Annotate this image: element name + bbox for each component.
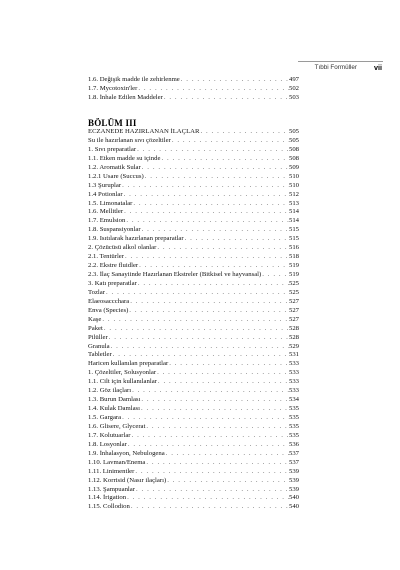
toc-entry <box>88 468 299 477</box>
dot-leader <box>103 325 289 334</box>
dot-leader <box>134 468 289 477</box>
dot-leader <box>261 271 289 280</box>
toc-entry-page: 527 <box>288 306 299 314</box>
toc-entry-page: 533 <box>288 378 299 386</box>
toc-entry-label: 1.4 Potionlar <box>88 190 123 198</box>
toc-entry-page: 515 <box>288 235 299 243</box>
toc-entry-page: 539 <box>288 467 299 475</box>
toc-entry-label: 1.6. Değişik madde ile zehirlenme <box>88 76 180 83</box>
dot-leader <box>121 414 289 423</box>
toc-entry-label: 1.6. Mellitler <box>88 208 124 216</box>
toc-entry-page: 535 <box>288 405 299 413</box>
toc-entry-label: 2. Çözücüsü alkol olanlar <box>88 244 157 252</box>
toc-entry <box>88 360 299 369</box>
dot-leader <box>131 387 289 396</box>
dot-leader <box>160 155 289 164</box>
dot-leader <box>137 280 289 289</box>
toc-entry-page: 528 <box>288 324 299 332</box>
dot-leader <box>105 289 289 298</box>
toc-entry-page: 508 <box>288 154 299 162</box>
dot-leader <box>131 432 289 441</box>
toc-entry-page: 519 <box>288 262 299 270</box>
toc-entry-page: 518 <box>288 253 299 261</box>
toc-entry <box>88 334 299 343</box>
toc-entry <box>88 146 299 155</box>
dot-leader <box>184 235 289 244</box>
dot-leader <box>101 316 289 325</box>
dot-leader <box>110 343 289 352</box>
toc-entry <box>88 208 299 217</box>
dot-leader <box>144 173 289 182</box>
toc-entry-page: 513 <box>288 199 299 207</box>
dot-leader <box>156 244 289 253</box>
toc-entry-page: 539 <box>288 476 299 484</box>
dot-leader <box>140 396 289 405</box>
toc-entry <box>88 441 299 450</box>
dot-leader <box>132 200 289 209</box>
toc-entry <box>88 244 299 253</box>
toc-entry-page: 514 <box>288 217 299 225</box>
toc-entry-page: 537 <box>288 449 299 457</box>
toc-entry-label: Tabletler <box>88 351 112 359</box>
dot-leader <box>124 253 289 262</box>
toc-section-entries <box>88 128 299 512</box>
toc-entry <box>88 459 299 468</box>
toc-entry-page: 536 <box>288 440 299 448</box>
toc-entry-label: 3. Katı preparatlar <box>88 279 137 287</box>
toc-entry-page: 515 <box>288 226 299 234</box>
toc-entry-label: Paket <box>88 324 103 332</box>
toc-entry-label: 1.5. Gargara <box>88 414 122 421</box>
toc-entry <box>88 217 299 226</box>
dot-leader <box>168 360 289 369</box>
toc-entry <box>88 128 299 137</box>
dot-leader <box>141 164 289 173</box>
toc-entry-label: 1.4. Kulak Damlası <box>88 405 141 413</box>
toc-entry-page: 510 <box>288 172 299 180</box>
dot-leader <box>125 217 289 226</box>
toc-entry <box>88 76 299 85</box>
toc-entry <box>88 369 299 378</box>
toc-entry-page: 533 <box>288 387 299 395</box>
toc-entry <box>88 164 299 173</box>
toc-entry-page: 527 <box>288 315 299 323</box>
toc-entry-label: 1.2. Göz ilaçları <box>88 387 132 395</box>
toc-entry-label: Tozlar <box>88 288 105 296</box>
toc-entry <box>88 235 299 244</box>
toc-entry-label: 1.8. Suspansiyonlar <box>88 226 141 234</box>
toc-entry <box>88 503 299 512</box>
dot-leader <box>135 486 289 495</box>
toc-entry-label: 1.7. Emulsion <box>88 217 126 225</box>
dot-leader <box>157 378 289 387</box>
dot-leader <box>138 262 289 271</box>
toc-entry-label: 1.5. Limonatalar <box>88 199 133 207</box>
toc-entry <box>88 432 299 441</box>
toc-entry <box>88 289 299 298</box>
toc-entry <box>88 494 299 503</box>
toc-entry-label: 1.15. Collodion <box>88 503 130 511</box>
toc-entry-page: 540 <box>288 503 299 511</box>
dot-leader <box>121 182 289 191</box>
toc-entry-label: Enva (Species) <box>88 306 129 314</box>
toc-entry-page: 497 <box>288 76 299 83</box>
dot-leader <box>145 423 289 432</box>
toc-entry-label: 1. Çözeltiler, Solusyonlar <box>88 369 157 377</box>
dot-leader <box>123 208 289 217</box>
dot-leader <box>163 94 289 103</box>
toc-entry-label: 1.9. İnhalasyon, Nebulogena <box>88 449 165 457</box>
dot-leader <box>123 191 289 200</box>
toc-entry-label: Su ile hazırlanan sıvı çözeltiler <box>88 136 171 144</box>
toc-entry-page: 503 <box>288 93 299 101</box>
toc-entry-label: Haricen kullanılan preparatlar <box>88 360 169 368</box>
toc-entry-page: 508 <box>288 145 299 153</box>
toc-entry-label: 1.9. Isıtılarak hazırlanan preparatlar <box>88 235 184 243</box>
toc-entry <box>88 414 299 423</box>
toc-entry-page: 540 <box>288 494 299 502</box>
dot-leader <box>165 450 289 459</box>
toc-entry-page: 512 <box>288 190 299 198</box>
dot-leader <box>180 76 289 85</box>
toc-entry-label: 1. Sıvı preparatlar <box>88 145 137 153</box>
dot-leader <box>199 128 289 137</box>
toc-entry-page: 533 <box>288 360 299 368</box>
dot-leader <box>145 459 289 468</box>
toc-entry-page: 535 <box>288 422 299 430</box>
page-number: vii <box>374 63 382 72</box>
running-header-title: Tıbbi Formüller <box>314 64 357 71</box>
toc-entry <box>88 486 299 495</box>
dot-leader <box>166 477 289 486</box>
dot-leader <box>171 137 289 146</box>
toc-entry-page: 525 <box>288 279 299 287</box>
toc-entry-label: 1.10. Lavman/Enema <box>88 458 146 466</box>
toc-entry-page: 537 <box>288 458 299 466</box>
toc-entry-page: 505 <box>288 136 299 144</box>
toc-entry-label: 1.11. Linimentler <box>88 467 135 475</box>
toc-entry <box>88 298 299 307</box>
dot-leader <box>126 494 289 503</box>
toc-entry-label: 1.8. İnhale Edilen Maddeler <box>88 93 163 101</box>
toc-entry-label: 1.13. Şampuanlar <box>88 485 135 493</box>
toc-entry <box>88 325 299 334</box>
toc-entry-page: 514 <box>288 208 299 216</box>
toc-entry <box>88 378 299 387</box>
toc-entry-label: 1.14. İrigation <box>88 494 127 502</box>
toc-entry-page: 505 <box>288 128 299 135</box>
dot-leader <box>129 298 289 307</box>
toc-entry <box>88 316 299 325</box>
toc-entry-page: 535 <box>288 431 299 439</box>
toc-entry <box>88 396 299 405</box>
dot-leader <box>156 369 289 378</box>
toc-entry-page: 502 <box>288 84 299 92</box>
toc-entry <box>88 191 299 200</box>
toc-entry-label: Pilüller <box>88 333 108 341</box>
dot-leader <box>141 226 289 235</box>
toc-entry-page: 509 <box>288 163 299 171</box>
toc-entry-page: 516 <box>288 244 299 252</box>
toc-entry-page: 529 <box>288 342 299 350</box>
toc-entry-page: 531 <box>288 351 299 359</box>
dot-leader <box>140 405 289 414</box>
toc-entry-label: 1.6. Glisere, Glycerat <box>88 422 146 430</box>
toc-entry <box>88 423 299 432</box>
toc-entry <box>88 253 299 262</box>
header-rule <box>298 61 383 62</box>
toc-entry <box>88 85 299 94</box>
toc-entry-label: 1.1. Etken madde su içinde <box>88 154 161 162</box>
dot-leader <box>137 85 289 94</box>
toc-entry-label: 2.2. Ekstre fluidler <box>88 262 139 270</box>
toc-entry-page: 528 <box>288 333 299 341</box>
toc-entry-label: 1.7. Mycotoxin'ler <box>88 84 138 92</box>
toc-entry-page: 510 <box>288 181 299 189</box>
toc-entry-label: 1.3 Şuruplar <box>88 181 122 189</box>
toc-entry <box>88 173 299 182</box>
toc-entry <box>88 226 299 235</box>
toc-entry <box>88 94 299 103</box>
toc-entry <box>88 307 299 316</box>
dot-leader <box>108 334 289 343</box>
section-title: BÖLÜM III <box>88 118 137 128</box>
toc-entry-page: 534 <box>288 396 299 404</box>
toc-entry-label: ECZANEDE HAZIRLANAN İLAÇLAR <box>88 128 200 135</box>
toc-entry-label: 1.1. Cilt için kullanılanlar <box>88 378 157 386</box>
toc-entry <box>88 137 299 146</box>
toc-section-block <box>88 118 299 512</box>
toc-entry <box>88 155 299 164</box>
toc-entry-label: Elaeosaccchara <box>88 297 130 305</box>
dot-leader <box>136 146 289 155</box>
toc-top-block <box>88 76 299 103</box>
toc-entry <box>88 262 299 271</box>
toc-entry-label: 1.2.1 Usare (Succus) <box>88 172 144 180</box>
toc-entry-label: 1.8. Losyonlar <box>88 440 127 448</box>
toc-entry-page: 527 <box>288 297 299 305</box>
toc-entry <box>88 387 299 396</box>
toc-entry-label: Kaşe <box>88 315 102 323</box>
dot-leader <box>127 441 289 450</box>
dot-leader <box>128 307 289 316</box>
dot-leader <box>130 503 289 512</box>
toc-entry <box>88 405 299 414</box>
dot-leader <box>112 351 289 360</box>
toc-entry-label: 1.7. Kolutuarlar <box>88 431 131 439</box>
toc-entry-page: 519 <box>288 271 299 278</box>
toc-entry <box>88 280 299 289</box>
toc-entry <box>88 343 299 352</box>
toc-entry-label: 1.12. Korrisid (Nasır ilaçları) <box>88 476 167 484</box>
toc-entry-label: 1.2. Aromatik Sular <box>88 163 141 171</box>
toc-entry <box>88 450 299 459</box>
toc-entry <box>88 182 299 191</box>
toc-entry-page: 525 <box>288 288 299 296</box>
toc-entry <box>88 271 299 280</box>
toc-entry-label: 2.3. İlaç Sanayiinde Hazırlanan Ekstreler (Bitkisel ve hayvansal) <box>88 271 262 278</box>
toc-entry <box>88 477 299 486</box>
toc-entry-label: 2.1. Tentürler <box>88 253 124 261</box>
toc-entry <box>88 200 299 209</box>
toc-entry-label: 1.3. Burun Damlası <box>88 396 141 404</box>
toc-entry-page: 535 <box>288 414 299 421</box>
toc-entry-page: 533 <box>288 369 299 377</box>
toc-entry-page: 539 <box>288 485 299 493</box>
toc-entry <box>88 351 299 360</box>
toc-entry-label: Granula <box>88 342 110 350</box>
